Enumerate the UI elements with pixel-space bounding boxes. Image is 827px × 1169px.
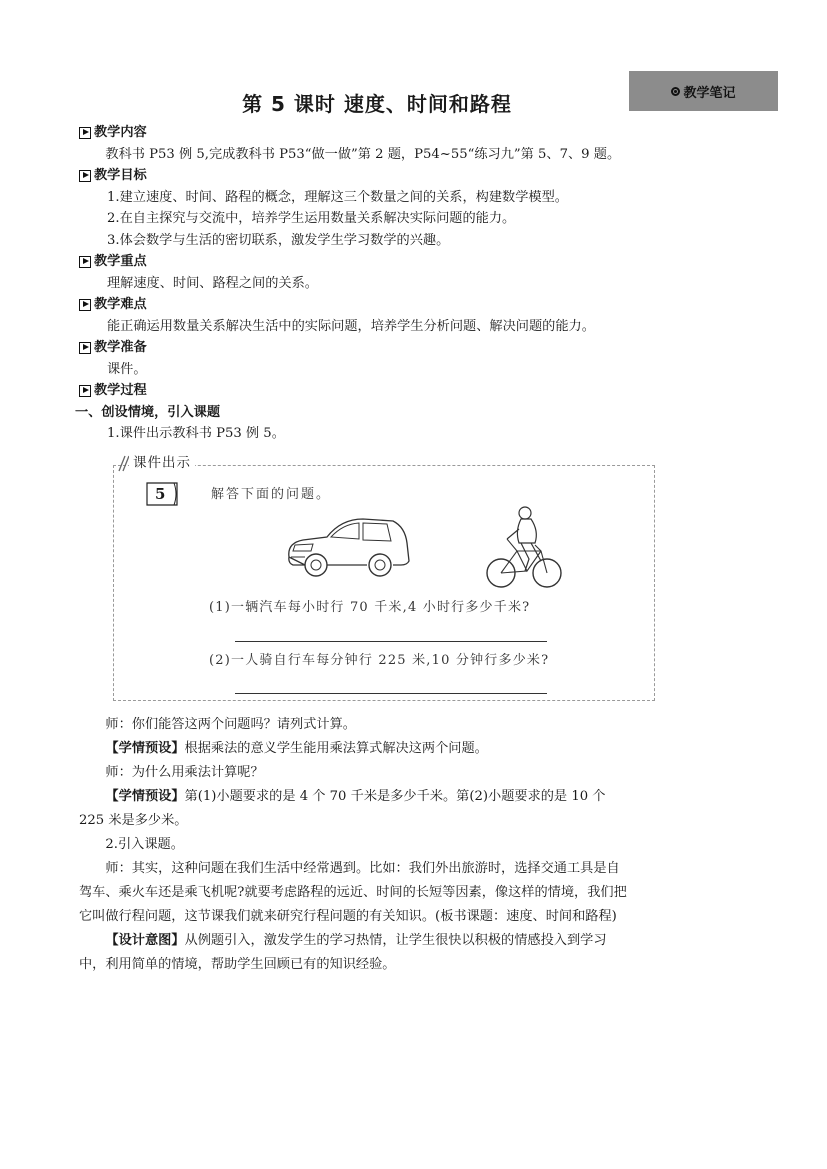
play-triangle-icon	[79, 127, 91, 139]
section-heading-content: 教学内容	[79, 122, 632, 144]
tag-design: 【设计意图】	[105, 932, 185, 948]
play-triangle-icon	[79, 256, 91, 268]
section-heading-focus: 教学重点	[79, 251, 632, 273]
dialog-line: 师：为什么用乘法计算呢？	[105, 764, 264, 780]
step1-text: 1.课件出示教科书 P53 例 5。	[107, 426, 285, 441]
section-heading-prep: 教学准备	[79, 337, 632, 359]
tag-preset: 【学情预设】	[105, 740, 185, 756]
play-triangle-icon	[79, 170, 91, 182]
dialog-line: 师：你们能答这两个问题吗？请列式计算。	[105, 716, 356, 732]
goal-item: 2.在自主探究与交流中，培养学生运用数量关系解决实际问题的能力。	[107, 211, 516, 226]
part1-heading: 一、创设情境，引入课题	[75, 404, 221, 420]
courseware-panel	[113, 453, 655, 703]
question-2: (2)一人骑自行车每分钟行 225 米,10 分钟行多少米?	[209, 652, 550, 668]
cyclist-illustration	[485, 505, 565, 591]
courseware-label: 课件出示	[129, 453, 195, 475]
answer-line-2	[235, 693, 547, 694]
lesson-content	[75, 122, 632, 977]
section-heading-process: 教学过程	[79, 380, 632, 402]
content-text: 教科书 P53 例 5,完成教科书 P53“做一做”第 2 题，P54~55“练习九”第 5、7、9 题。	[105, 146, 621, 162]
answer-line-1	[235, 641, 547, 642]
prep-text: 课件。	[107, 361, 147, 377]
dialog-paragraph: 师：其实，这种问题在我们生活中经常遇到。比如：我们外出旅游时，选择交通工具是自驾车、乘火车还是乘飞机呢?就要考虑路程的远近、时间的长短等因素，像这样的情境，我们把它叫做行程问题，这节课我们就来研究行程问题的有关知识。(板书课题：速度、时间和路程)	[79, 860, 627, 924]
preset-paragraph: 【学情预设】根据乘法的意义学生能用乘法算式解决这两个问题。	[105, 740, 488, 756]
play-triangle-icon	[79, 299, 91, 311]
tag-preset: 【学情预设】	[105, 788, 185, 804]
goal-item: 1.建立速度、时间、路程的概念，理解这三个数量之间的关系，构建数学模型。	[107, 189, 568, 205]
step2-text: 2.引入课题。	[105, 836, 184, 852]
car-illustration	[283, 513, 413, 581]
goal-item: 3.体会数学与生活的密切联系，激发学生学习数学的兴趣。	[107, 232, 450, 248]
difficulty-text: 能正确运用数量关系解决生活中的实际问题，培养学生分析问题、解决问题的能力。	[107, 318, 595, 334]
example-number: 5	[155, 484, 166, 503]
example-prompt: 解答下面的问题。	[211, 486, 332, 502]
focus-text: 理解速度、时间、路程之间的关系。	[107, 275, 318, 291]
design-paragraph: 【设计意图】从例题引入，激发学生的学习热情，让学生很快以积极的情感投入到学习中，利用简单的情境，帮助学生回顾已有的知识经验。	[79, 932, 607, 972]
teaching-notes-text: 教学笔记	[683, 85, 736, 101]
section-heading-goals: 教学目标	[79, 165, 632, 187]
preset-paragraph: 【学情预设】第(1)小题要求的是 4 个 70 千米是多少千米。第(2)小题要求的是 10 个 225 米是多少米。	[79, 788, 606, 828]
question-1: (1)一辆汽车每小时行 70 千米,4 小时行多少千米?	[209, 599, 531, 615]
play-triangle-icon	[79, 342, 91, 354]
play-triangle-icon	[79, 385, 91, 397]
page-title: 第 5 课时 速度、时间和路程	[242, 92, 512, 116]
section-heading-difficulty: 教学难点	[79, 294, 632, 316]
